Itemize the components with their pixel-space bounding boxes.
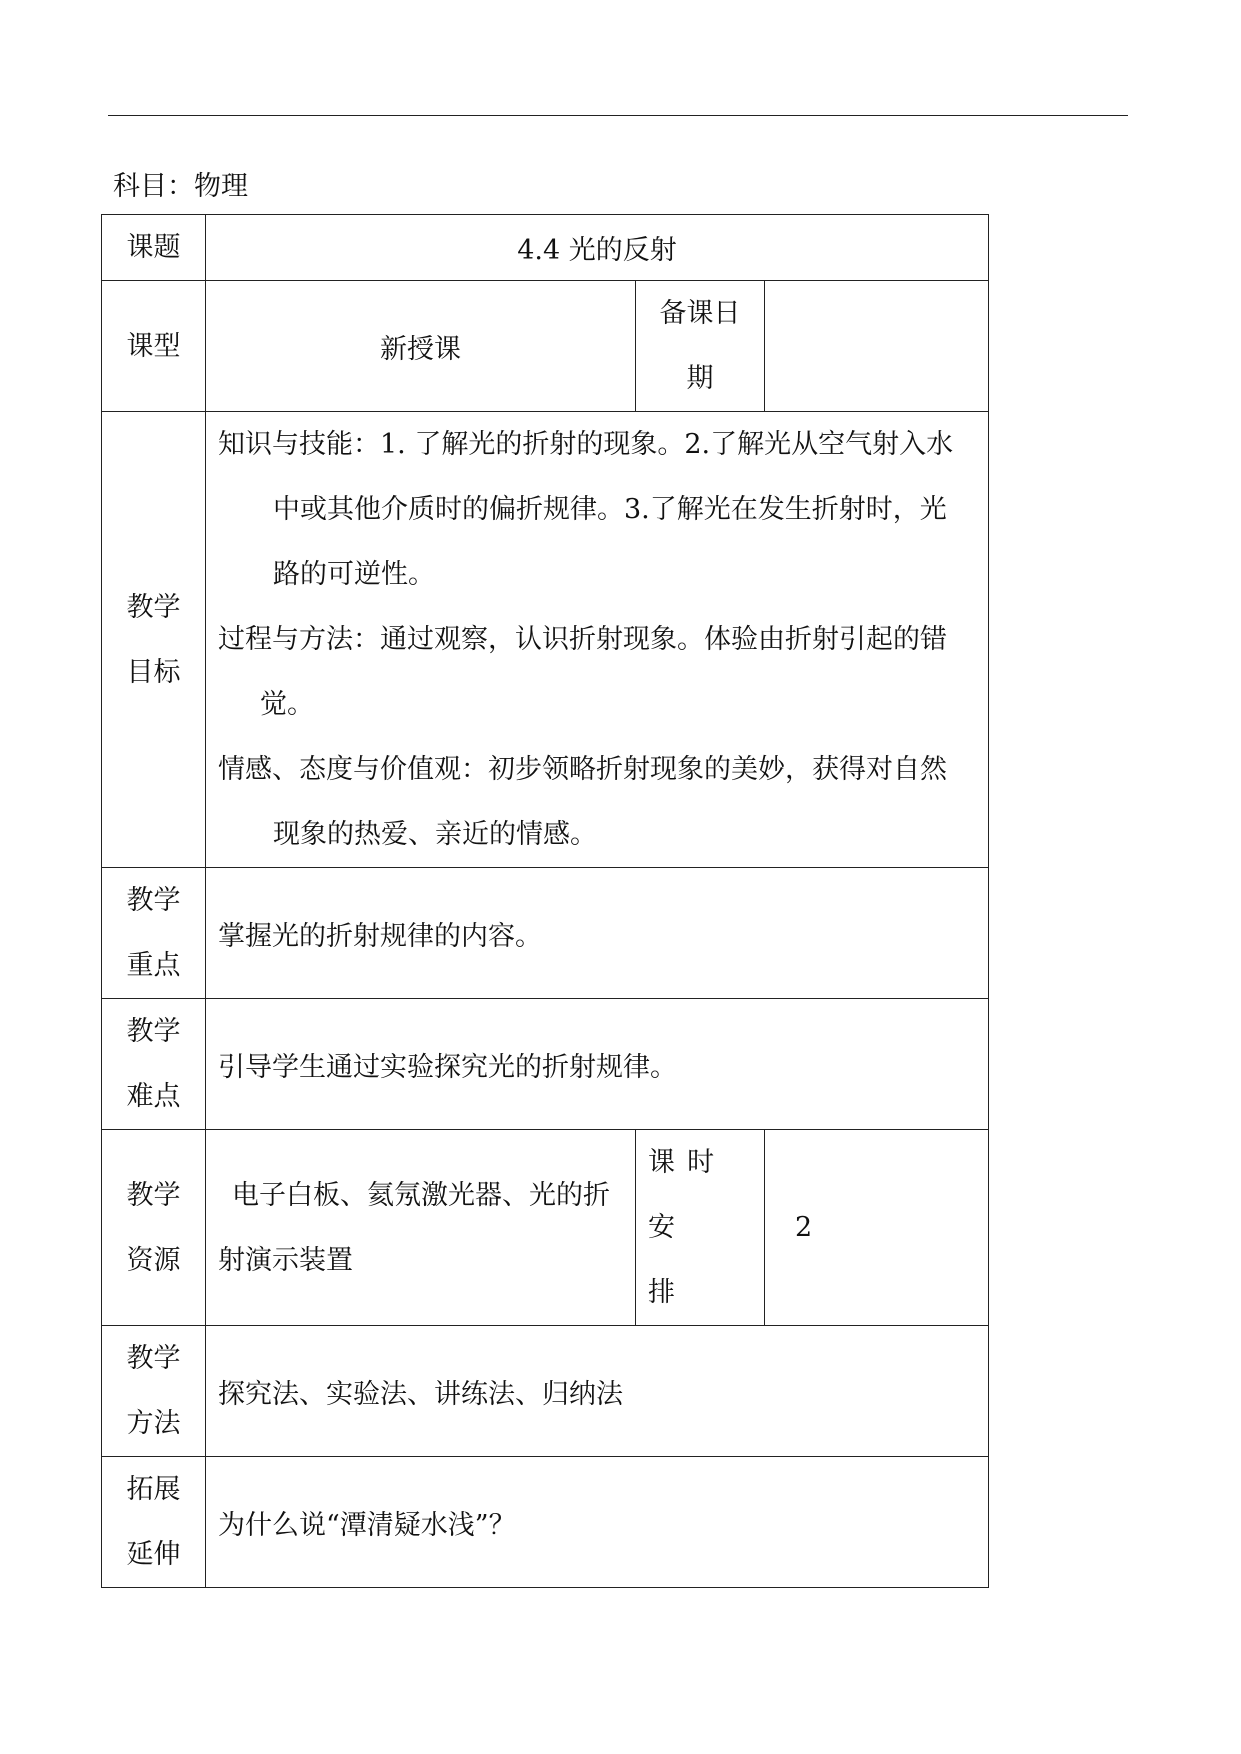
hours-label: [636, 1130, 765, 1326]
resources-value: [206, 1130, 636, 1326]
subject-label: 科目：物理: [113, 171, 248, 202]
objectives-content: [206, 412, 989, 868]
objective-process-2: 觉。: [260, 689, 314, 720]
type-value: 新授课: [206, 281, 636, 412]
resources-label-line2: 资源: [126, 1244, 181, 1276]
hours-label-line2: 排: [648, 1277, 688, 1308]
type-label: 课型: [102, 281, 206, 412]
objective-knowledge-3: 路的可逆性。: [273, 559, 435, 590]
key-label-line1: 教学: [126, 885, 181, 916]
objective-emotion-1: 情感、态度与价值观：初步领略折射现象的美妙，获得对自然: [218, 754, 947, 785]
methods-label-line2: 方法: [126, 1408, 181, 1439]
prep-date-label: [636, 281, 765, 412]
objectives-label-line2: 目标: [126, 656, 181, 688]
objective-knowledge-2: 中或其他介质时的偏折规律。3.了解光在发生折射时，光: [273, 494, 947, 525]
topic-row: [102, 215, 989, 281]
extension-row: [102, 1457, 989, 1588]
difficulty-label: [102, 999, 206, 1130]
extension-label-line1: 拓展: [126, 1474, 181, 1505]
prep-date-label-line2: 期: [686, 363, 714, 394]
objectives-row: [102, 412, 989, 868]
objective-process-1: 过程与方法：通过观察，认识折射现象。体验由折射引起的错: [218, 624, 947, 655]
hours-value: 2: [765, 1130, 989, 1326]
resources-line1: 电子白板、氦氖激光器、光的折: [232, 1179, 610, 1211]
extension-label-line2: 延伸: [126, 1539, 181, 1570]
objectives-label-line1: 教学: [126, 591, 181, 623]
objective-knowledge-1: 知识与技能：1. 了解光的折射的现象。2.了解光从空气射入水: [218, 429, 954, 460]
key-label-line2: 重点: [126, 950, 181, 981]
key-row: [102, 868, 989, 999]
prep-date-value: [765, 281, 989, 412]
difficulty-row: [102, 999, 989, 1130]
topic-label: 课题: [102, 215, 206, 281]
methods-value: 探究法、实验法、讲练法、归纳法: [206, 1326, 989, 1457]
resources-label-line1: 教学: [126, 1179, 181, 1211]
methods-row: [102, 1326, 989, 1457]
header-rule: [108, 115, 1128, 116]
topic-value: 4.4 光的反射: [206, 215, 989, 281]
objectives-label: [102, 412, 206, 868]
difficulty-value: 引导学生通过实验探究光的折射规律。: [206, 999, 989, 1130]
difficulty-label-line1: 教学: [126, 1016, 181, 1047]
methods-label: [102, 1326, 206, 1457]
hours-label-line1: 课时安: [648, 1147, 727, 1243]
resources-row: [102, 1130, 989, 1326]
resources-line2: 射演示装置: [218, 1244, 353, 1276]
key-value: 掌握光的折射规律的内容。: [206, 868, 989, 999]
methods-label-line1: 教学: [126, 1343, 181, 1374]
extension-label: [102, 1457, 206, 1588]
prep-date-label-line1: 备课日: [659, 298, 741, 329]
key-label: [102, 868, 206, 999]
extension-value: 为什么说“潭清疑水浅”？: [206, 1457, 989, 1588]
lesson-plan-table: [101, 214, 989, 1588]
difficulty-label-line2: 难点: [126, 1081, 181, 1112]
resources-label: [102, 1130, 206, 1326]
objective-emotion-2: 现象的热爱、亲近的情感。: [273, 819, 597, 850]
type-row: [102, 281, 989, 412]
